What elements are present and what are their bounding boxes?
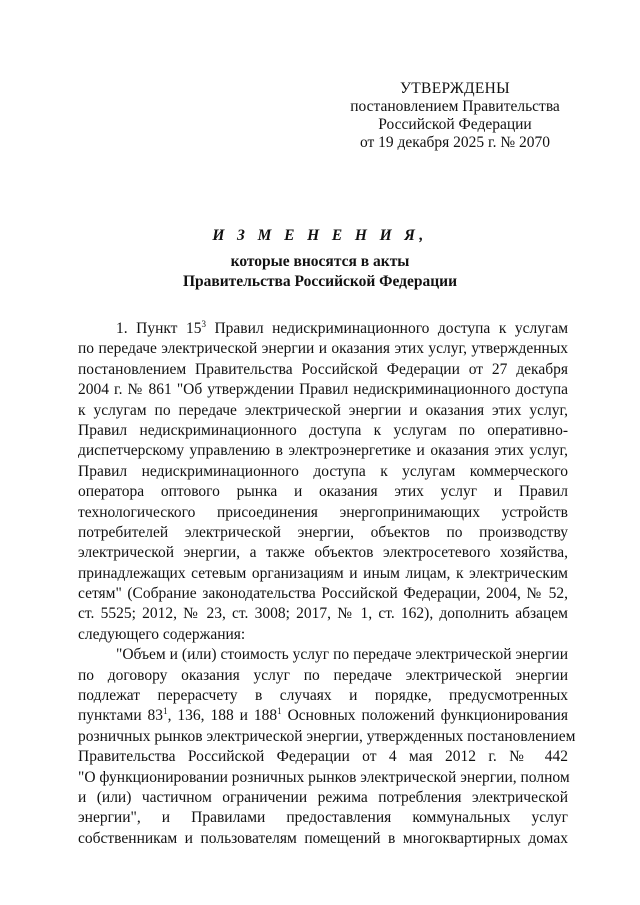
- paragraph-1-line: по передаче электрической энергии и оказания этих услуг, утвержденных: [78, 340, 568, 358]
- paragraph-1-line: оператора оптового рынка и оказания этих услуг и Правил: [78, 483, 568, 501]
- text-run: Правил недискриминационного доступа к услугам: [205, 320, 569, 337]
- paragraph-2-line: энергии", и Правилами предоставления коммунальных услуг: [78, 809, 568, 827]
- paragraph-1-line: электрической энергии, а также объектов электросетевого хозяйства,: [78, 544, 568, 562]
- superscript: 1: [163, 706, 168, 717]
- paragraph-1-line: к услугам по передаче электрической энергии и оказания этих услуг,: [78, 401, 568, 419]
- approval-block: [340, 80, 570, 152]
- paragraph-2-line: по договору оказания услуг по передаче электрической энергии: [78, 666, 568, 684]
- paragraph-2-line: Правительства Российской Федерации от 4 мая 2012 г. № 442: [78, 748, 568, 766]
- approval-line-2: Российской Федерации: [378, 116, 532, 133]
- paragraph-1-line: Правил недискриминационного доступа к услугам по оперативно-: [78, 421, 568, 439]
- paragraph-1-line: 2004 г. № 861 "Об утверждении Правил недискриминационного доступа: [78, 381, 568, 399]
- paragraph-2-line: собственникам и пользователям помещений в многоквартирных домах: [78, 829, 568, 847]
- paragraph-1-line: [78, 319, 568, 339]
- paragraph-2-line: "О функционировании розничных рынков электрической энергии, полном: [78, 768, 570, 786]
- paragraph-2-line: розничных рынков электрической энергии, утвержденных постановлением: [78, 727, 576, 745]
- heading-subtitle-1: которые вносятся в акты: [230, 253, 410, 270]
- paragraph-1: [78, 319, 568, 645]
- paragraph-2-line: подлежат перерасчету в случаях и порядке, предусмотренных: [78, 687, 568, 705]
- paragraph-1-line: Правил недискриминационного доступа к услугам коммерческого: [78, 462, 568, 480]
- paragraph-1-line: ст. 5525; 2012, № 23, ст. 3008; 2017, № 1, ст. 162), дополнить абзацем: [78, 605, 568, 623]
- approval-line-3: от 19 декабря 2025 г. № 2070: [359, 134, 551, 151]
- approval-line-1: постановлением Правительства: [350, 98, 560, 115]
- paragraph-1-line: потребителей электрической энергии, объектов по производству: [78, 523, 568, 541]
- paragraph-2-line: и (или) частичном ограничении режима потребления электрической: [78, 788, 568, 806]
- paragraph-2-line: "Объем и (или) стоимость услуг по передаче электрической энергии: [116, 646, 568, 664]
- paragraph-1-line: принадлежащих сетевым организациям и иным лицам, к электрическим: [78, 564, 568, 582]
- paragraph-1-line: следующего содержания:: [78, 625, 246, 643]
- text-run: 1. Пункт 15: [116, 320, 202, 337]
- paragraph-1-line: технологического присоединения энергопринимающих устройств: [78, 503, 568, 521]
- document-body: [78, 319, 576, 849]
- text-run: , 136, 188 и 188: [167, 707, 278, 725]
- heading-title: И З М Е Н Е Н И Я,: [212, 227, 428, 244]
- paragraph-1-line: диспетчерскому управлению в электроэнергетике и оказания этих услуг,: [78, 442, 568, 460]
- superscript: 3: [201, 319, 206, 329]
- approval-title: УТВЕРЖДЕНЫ: [400, 80, 510, 97]
- text-run: пунктами 83: [78, 707, 164, 725]
- document-heading: [78, 226, 562, 292]
- paragraph-2-line: [78, 706, 568, 726]
- paragraph-2: [78, 645, 576, 849]
- superscript: 1: [277, 706, 282, 717]
- paragraph-1-line: постановлением Правительства Российской Федерации от 27 декабря: [78, 360, 568, 378]
- heading-subtitle-2: Правительства Российской Федерации: [182, 273, 458, 290]
- paragraph-1-line: сетям" (Собрание законодательства Российской Федерации, 2004, № 52,: [78, 585, 568, 603]
- text-run: Основных положений функционирования: [281, 707, 568, 725]
